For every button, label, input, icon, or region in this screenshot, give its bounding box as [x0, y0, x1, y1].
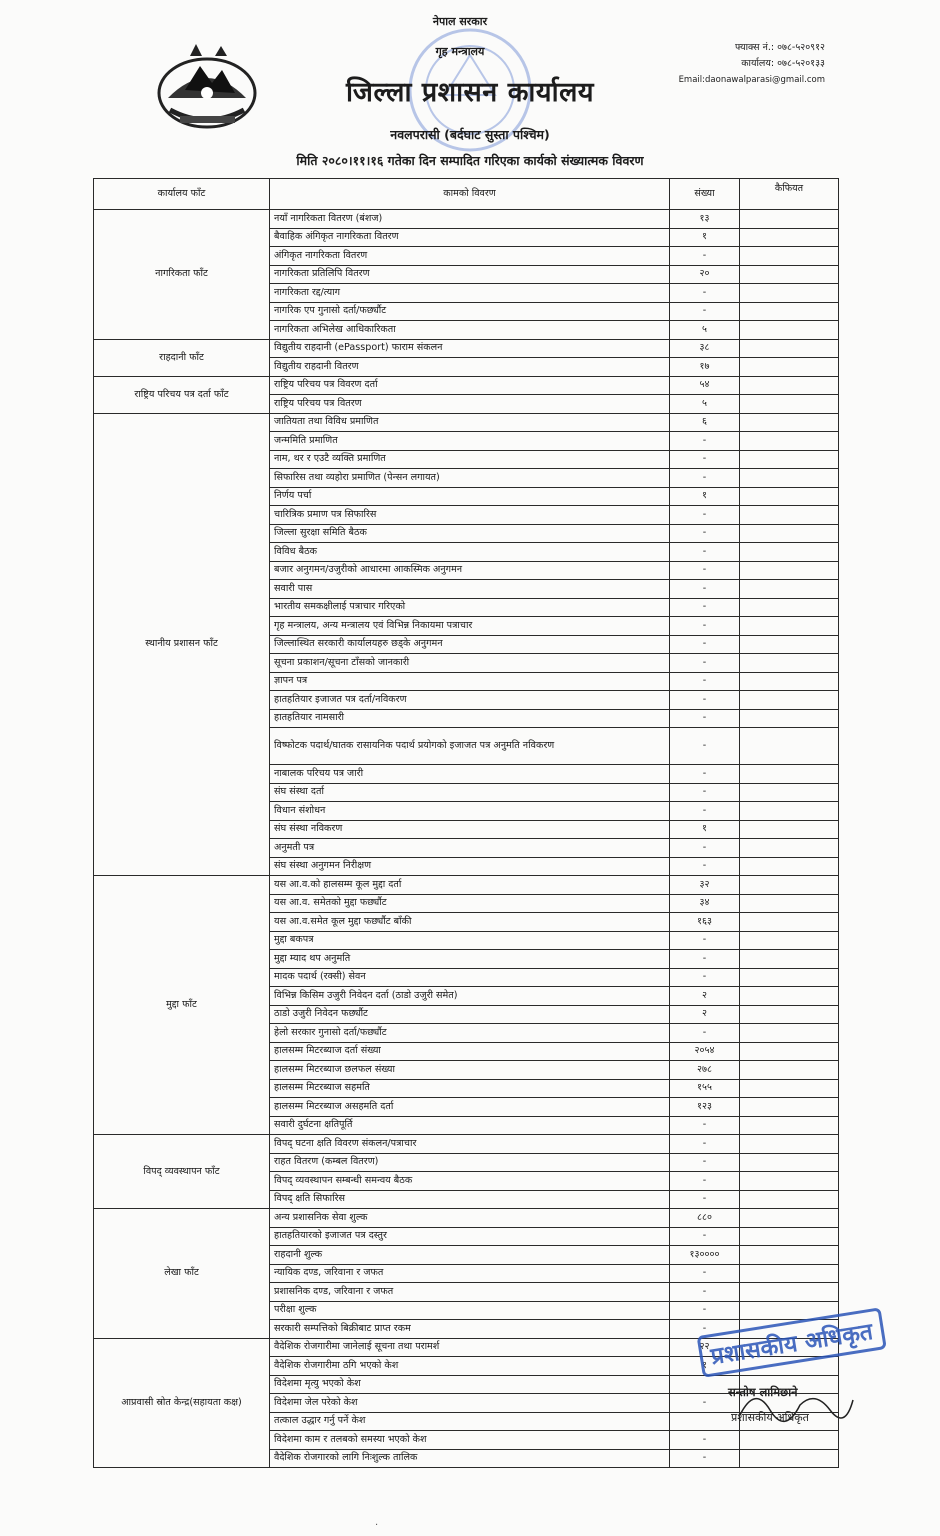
- row-description: हेलो सरकार गुनासो दर्ता/फर्छ्यौट: [270, 1024, 670, 1043]
- row-count: २७८: [670, 1061, 740, 1080]
- row-count: -: [670, 1153, 740, 1172]
- row-description: बैवाहिक अंगिकृत नागरिकता वितरण: [270, 228, 670, 247]
- row-description: नयाँ नागरिकता वितरण (बंशज): [270, 210, 670, 229]
- row-description: संघ संस्था दर्ता: [270, 783, 670, 802]
- row-description: संघ संस्था नविकरण: [270, 820, 670, 839]
- email-address: Email:daonawalparasi@gmail.com: [678, 75, 825, 85]
- row-count: -: [670, 561, 740, 580]
- row-count: -: [670, 506, 740, 525]
- row-count: १: [670, 228, 740, 247]
- row-count: १२३: [670, 1098, 740, 1117]
- row-count: -: [670, 783, 740, 802]
- row-remarks: [740, 1190, 839, 1209]
- row-count: २: [670, 987, 740, 1006]
- row-remarks: [740, 543, 839, 562]
- row-count: -: [670, 857, 740, 876]
- row-count: ५: [670, 395, 740, 414]
- row-count: ८८०: [670, 1209, 740, 1228]
- table-row: [94, 876, 839, 895]
- row-count: -: [670, 524, 740, 543]
- row-count: ३२: [670, 876, 740, 895]
- row-count: -: [670, 691, 740, 710]
- row-description: प्रशासनिक दण्ड, जरिवाना र जफत: [270, 1283, 670, 1302]
- row-count: -: [670, 1320, 740, 1339]
- row-description: नागरिकता प्रतिलिपि वितरण: [270, 265, 670, 284]
- row-description: अनुमती पत्र: [270, 839, 670, 858]
- row-count: -: [670, 654, 740, 673]
- row-description: अंगिकृत नागरिकता वितरण: [270, 247, 670, 266]
- column-header-section: कार्यालय फाँट: [94, 179, 270, 210]
- row-remarks: [740, 617, 839, 636]
- row-description: जातियता तथा विविध प्रमाणित: [270, 413, 670, 432]
- row-remarks: [740, 765, 839, 784]
- row-count: -: [670, 1449, 740, 1468]
- table-row: [94, 376, 839, 395]
- row-description: सवारी पास: [270, 580, 670, 599]
- row-description: मादक पदार्थ (रक्सी) सेवन: [270, 968, 670, 987]
- row-description: भारतीय समकक्षीलाई पत्राचार गरिएको: [270, 598, 670, 617]
- row-count: -: [670, 839, 740, 858]
- row-remarks: [740, 580, 839, 599]
- table-row: [94, 1209, 839, 1228]
- row-count: १: [670, 487, 740, 506]
- row-description: ज्ञापन पत्र: [270, 672, 670, 691]
- row-count: -: [670, 1283, 740, 1302]
- row-remarks: [740, 802, 839, 821]
- row-count: १६३: [670, 913, 740, 932]
- office-phone: कार्यालय: ०७८-५२०१३३: [741, 58, 825, 69]
- row-count: -: [670, 580, 740, 599]
- row-description: यस आ.व. समेतको मुद्दा फर्छ्यौट: [270, 894, 670, 913]
- row-remarks: [740, 228, 839, 247]
- row-remarks: [740, 395, 839, 414]
- table-row: [94, 413, 839, 432]
- row-count: ५४: [670, 376, 740, 395]
- row-description: बजार अनुगमन/उजुरीको आधारमा आकस्मिक अनुगमन: [270, 561, 670, 580]
- row-count: -: [670, 284, 740, 303]
- fax-number: फ्याक्स नं.: ०७८-५२०९१२: [734, 42, 825, 53]
- row-count: ६: [670, 413, 740, 432]
- office-title: जिल्ला प्रशासन कार्यालय: [345, 77, 595, 108]
- footer-mark: ·: [375, 1520, 379, 1531]
- row-remarks: [740, 672, 839, 691]
- row-remarks: [740, 1172, 839, 1191]
- row-description: मुद्दा म्याद थप अनुमति: [270, 950, 670, 969]
- signer-name: सन्तोष लामिछाने: [728, 1385, 798, 1399]
- row-remarks: [740, 265, 839, 284]
- row-count: १३००००: [670, 1246, 740, 1265]
- row-description: राष्ट्रिय परिचय पत्र विवरण दर्ता: [270, 376, 670, 395]
- row-count: -: [670, 247, 740, 266]
- row-count: १: [670, 820, 740, 839]
- row-remarks: [740, 1449, 839, 1468]
- row-remarks: [740, 691, 839, 710]
- row-remarks: [740, 432, 839, 451]
- row-description: नागरिकता रद्द/त्याग: [270, 284, 670, 303]
- row-description: न्यायिक दण्ड, जरिवाना र जफत: [270, 1264, 670, 1283]
- row-description: हालसम्म मिटरब्याज सहमति: [270, 1079, 670, 1098]
- row-remarks: [740, 1024, 839, 1043]
- row-count: -: [670, 1227, 740, 1246]
- row-remarks: [740, 1227, 839, 1246]
- row-remarks: [740, 598, 839, 617]
- row-count: -: [670, 765, 740, 784]
- row-count: -: [670, 672, 740, 691]
- row-remarks: [740, 913, 839, 932]
- row-description: सरकारी सम्पत्तिको बिक्रीबाट प्राप्त रकम: [270, 1320, 670, 1339]
- row-count: १: [670, 1357, 740, 1376]
- government-name: नेपाल सरकार: [432, 15, 488, 28]
- row-description: विधान संशोधन: [270, 802, 670, 821]
- signer-title: प्रशासकीय अधिकृत: [731, 1411, 809, 1424]
- row-remarks: [740, 820, 839, 839]
- row-description: निर्णय पर्चा: [270, 487, 670, 506]
- row-description: अन्य प्रशासनिक सेवा शुल्क: [270, 1209, 670, 1228]
- row-count: -: [670, 728, 740, 765]
- row-remarks: [740, 1098, 839, 1117]
- table-row: [94, 339, 839, 358]
- row-count: -: [670, 931, 740, 950]
- row-remarks: [740, 450, 839, 469]
- row-description: जिल्ला सुरक्षा समिति बैठक: [270, 524, 670, 543]
- row-description: राहत वितरण (कम्बल वितरण): [270, 1153, 670, 1172]
- row-description: हालसम्म मिटरब्याज असहमति दर्ता: [270, 1098, 670, 1117]
- row-remarks: [740, 857, 839, 876]
- row-description: वैदेशिक रोजगारीमा जानेलाई सूचना तथा परामर्श: [270, 1338, 670, 1357]
- row-remarks: [740, 635, 839, 654]
- section-name: आप्रवासी स्रोत केन्द्र(सहायता कक्ष): [94, 1338, 270, 1468]
- row-count: -: [670, 709, 740, 728]
- row-count: -: [670, 302, 740, 321]
- row-count: १५५: [670, 1079, 740, 1098]
- row-remarks: [740, 524, 839, 543]
- row-remarks: [740, 1061, 839, 1080]
- office-location: नवलपरासी (बर्दघाट सुस्ता पश्चिम): [390, 127, 550, 142]
- row-count: -: [670, 1024, 740, 1043]
- row-remarks: [740, 469, 839, 488]
- row-count: -: [670, 598, 740, 617]
- row-count: -: [670, 1431, 740, 1450]
- row-remarks: [740, 487, 839, 506]
- row-description: विभिन्न किसिम उजुरी निवेदन दर्ता (ठाडो उजुरी समेत): [270, 987, 670, 1006]
- column-header-description: कामको विवरण: [270, 179, 670, 210]
- row-count: -: [670, 1394, 740, 1413]
- row-remarks: [740, 321, 839, 340]
- row-count: -: [670, 1135, 740, 1154]
- row-description: विपद् क्षति सिफारिस: [270, 1190, 670, 1209]
- row-count: -: [670, 950, 740, 969]
- row-description: हातहतियार इजाजत पत्र दर्ता/नविकरण: [270, 691, 670, 710]
- row-description: विद्युतीय राहदानी वितरण: [270, 358, 670, 377]
- row-remarks: [740, 1153, 839, 1172]
- row-count: -: [670, 635, 740, 654]
- column-header-count: संख्या: [670, 179, 740, 210]
- row-description: वैदेशिक रोजगारको लागि निःशुल्क तालिक: [270, 1449, 670, 1468]
- section-name: मुद्दा फाँट: [94, 876, 270, 1135]
- table-header-row: [94, 179, 839, 210]
- row-description: यस आ.व.को हालसम्म कूल मुद्दा दर्ता: [270, 876, 670, 895]
- row-description: विदेशमा काम र तलबको समस्या भएको केश: [270, 1431, 670, 1450]
- column-header-remarks: कैफियत: [740, 179, 839, 210]
- row-remarks: [740, 1042, 839, 1061]
- row-count: -: [670, 1264, 740, 1283]
- row-description: विपद् व्यवस्थापन सम्बन्धी समन्वय बैठक: [270, 1172, 670, 1191]
- row-count: [670, 1412, 740, 1431]
- row-description: विदेशमा मृत्यु भएको केश: [270, 1375, 670, 1394]
- row-count: -: [670, 1301, 740, 1320]
- row-remarks: [740, 950, 839, 969]
- row-description: हालसम्म मिटरब्याज छलफल संख्या: [270, 1061, 670, 1080]
- row-description: तत्काल उद्धार गर्नु पर्ने केश: [270, 1412, 670, 1431]
- row-count: -: [670, 469, 740, 488]
- row-remarks: [740, 376, 839, 395]
- row-description: विष्फोटक पदार्थ/घातक रासायनिक पदार्थ प्रयोगको इजाजत पत्र अनुमति नविकरण: [270, 728, 670, 765]
- row-description: गृह मन्त्रालय, अन्य मन्त्रालय एवं विभिन्न निकायमा पत्राचार: [270, 617, 670, 636]
- row-count: ३८: [670, 339, 740, 358]
- section-name: नागरिकता फाँट: [94, 210, 270, 340]
- row-remarks: [740, 894, 839, 913]
- row-remarks: [740, 968, 839, 987]
- row-count: २०: [670, 265, 740, 284]
- row-remarks: [740, 1079, 839, 1098]
- row-count: -: [670, 1172, 740, 1191]
- table-row: [94, 210, 839, 229]
- row-remarks: [740, 339, 839, 358]
- row-remarks: [740, 413, 839, 432]
- row-description: जन्ममिति प्रमाणित: [270, 432, 670, 451]
- row-remarks: [740, 247, 839, 266]
- row-description: विविध बैठक: [270, 543, 670, 562]
- row-description: राष्ट्रिय परिचय पत्र वितरण: [270, 395, 670, 414]
- row-count: २०५४: [670, 1042, 740, 1061]
- report-title: मिति २०८०।११।१६ गतेका दिन सम्पादित गरिएका कार्यको संख्यात्मक विवरण: [296, 153, 644, 168]
- row-description: नाबालक परिचय पत्र जारी: [270, 765, 670, 784]
- row-count: -: [670, 543, 740, 562]
- row-description: राहदानी शुल्क: [270, 1246, 670, 1265]
- row-remarks: [740, 654, 839, 673]
- row-remarks: [740, 931, 839, 950]
- row-remarks: [740, 987, 839, 1006]
- row-count: -: [670, 802, 740, 821]
- table-body: [94, 210, 839, 1468]
- row-remarks: [740, 1005, 839, 1024]
- section-name: विपद् व्यवस्थापन फाँट: [94, 1135, 270, 1209]
- section-name: राहदानी फाँट: [94, 339, 270, 376]
- row-description: जिल्लास्थित सरकारी कार्यालयहरु छड्के अनुगमन: [270, 635, 670, 654]
- row-remarks: [740, 783, 839, 802]
- row-remarks: [740, 728, 839, 765]
- row-remarks: [740, 1431, 839, 1450]
- row-remarks: [740, 506, 839, 525]
- row-description: चारित्रिक प्रमाण पत्र सिफारिस: [270, 506, 670, 525]
- row-count: १७: [670, 358, 740, 377]
- row-remarks: [740, 1135, 839, 1154]
- row-count: -: [670, 1190, 740, 1209]
- row-remarks: [740, 1209, 839, 1228]
- activity-table: [93, 178, 839, 1468]
- section-name: लेखा फाँट: [94, 1209, 270, 1339]
- row-remarks: [740, 1246, 839, 1265]
- section-name: राष्ट्रिय परिचय पत्र दर्ता फाँट: [94, 376, 270, 413]
- row-description: परीक्षा शुल्क: [270, 1301, 670, 1320]
- row-remarks: [740, 1283, 839, 1302]
- row-count: -: [670, 432, 740, 451]
- row-description: संघ संस्था अनुगमन निरीक्षण: [270, 857, 670, 876]
- row-count: २२: [670, 1338, 740, 1357]
- row-remarks: [740, 709, 839, 728]
- row-remarks: [740, 1264, 839, 1283]
- row-description: सिफारिस तथा व्यहोरा प्रमाणित (पेन्सन लगायत): [270, 469, 670, 488]
- row-remarks: [740, 561, 839, 580]
- row-count: -: [670, 617, 740, 636]
- section-name: स्थानीय प्रशासन फाँट: [94, 413, 270, 876]
- row-description: सूचना प्रकाशन/सूचना टाँसको जानकारी: [270, 654, 670, 673]
- contact-block: [679, 40, 825, 88]
- row-remarks: [740, 876, 839, 895]
- row-description: हातहतियारको इजाजत पत्र दस्तुर: [270, 1227, 670, 1246]
- row-description: नागरिकता अभिलेख आधिकारिकता: [270, 321, 670, 340]
- row-description: विद्युतीय राहदानी (ePassport) फाराम संकलन: [270, 339, 670, 358]
- row-description: हातहतियार नामसारी: [270, 709, 670, 728]
- row-description: यस आ.व.समेत कूल मुद्दा फर्छ्यौट बाँकी: [270, 913, 670, 932]
- row-remarks: [740, 284, 839, 303]
- table-row: [94, 1135, 839, 1154]
- row-count: ३४: [670, 894, 740, 913]
- stamp-text: प्रशासकीय अधिकृत: [697, 1307, 887, 1378]
- row-description: हालसम्म मिटरब्याज दर्ता संख्या: [270, 1042, 670, 1061]
- row-description: विपद् घटना क्षति विवरण संकलन/पत्राचार: [270, 1135, 670, 1154]
- row-description: मुद्दा बकपत्र: [270, 931, 670, 950]
- row-count: १३: [670, 210, 740, 229]
- row-description: विदेशमा जेल परेको केश: [270, 1394, 670, 1413]
- row-remarks: [740, 210, 839, 229]
- row-description: नागरिक एप गुनासो दर्ता/फर्छ्यौट: [270, 302, 670, 321]
- row-description: ठाडो उजुरी निवेदन फर्छ्यौट: [270, 1005, 670, 1024]
- row-count: -: [670, 968, 740, 987]
- row-remarks: [740, 839, 839, 858]
- row-description: नाम, थर र एउटै व्यक्ति प्रमाणित: [270, 450, 670, 469]
- row-description: वैदेशिक रोजगारीमा ठगि भएको केश: [270, 1357, 670, 1376]
- row-count: -: [670, 450, 740, 469]
- row-count: २: [670, 1005, 740, 1024]
- ministry-name: गृह मन्त्रालय: [435, 45, 485, 58]
- row-count: -: [670, 1116, 740, 1135]
- row-remarks: [740, 302, 839, 321]
- row-remarks: [740, 358, 839, 377]
- row-description: सवारी दुर्घटना क्षतिपूर्ति: [270, 1116, 670, 1135]
- row-remarks: [740, 1116, 839, 1135]
- document-header: [0, 0, 940, 180]
- row-count: ५: [670, 321, 740, 340]
